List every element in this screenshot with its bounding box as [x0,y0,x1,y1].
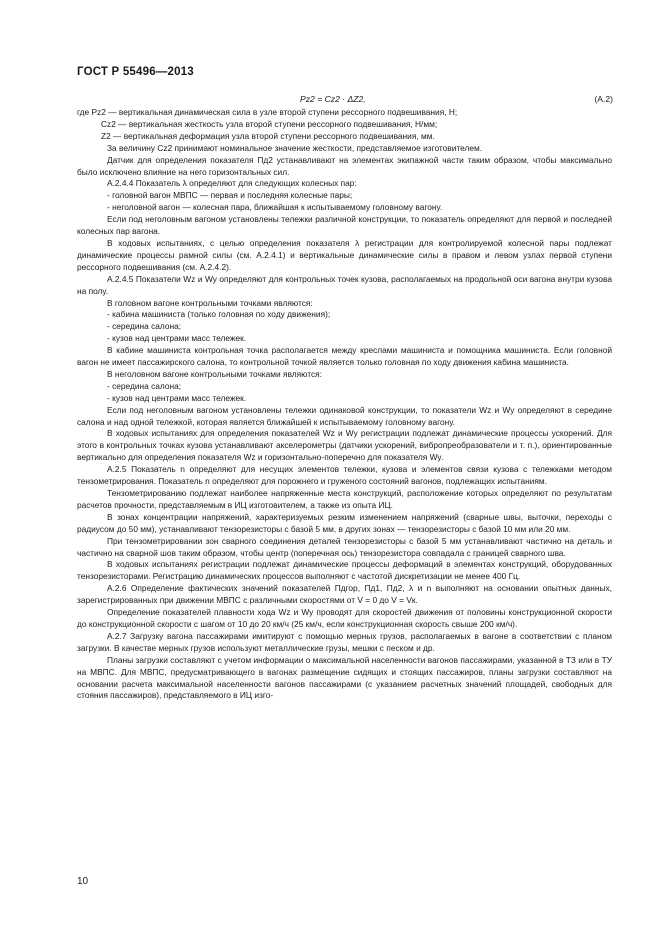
paragraph: Датчик для определения показателя Пд2 устанавливают на элементах экипажной части таким образом, чтобы максимально было исключено влияние на него горизонтальных сил. [77,154,612,177]
paragraph: За величину Cz2 принимают номинальное значение жесткости, представляемое изготовителем. [107,142,483,153]
paragraph: А.2.4.4 Показатель λ определяют для следующих колесных пар: [107,178,357,189]
formula: Pz2 = Cz2 · ΔZ2, [300,94,366,104]
paragraph: - головной вагон МВПС — первая и последняя колесные пары; [107,190,353,201]
paragraph: Если под неголовным вагоном установлены тележки различной конструкции, то показатель определяют для первой и последней колесных пар вагона. [77,214,612,237]
paragraph: - неголовной вагон — колесная пара, ближайшая к испытываемому головному вагону. [107,202,443,213]
paragraph: Планы загрузки составляют с учетом информации о максимальной населенности вагонов пассажирами, указанной в ТЗ или в ТУ на МВПС. Для МВПС, предусматривающего в вагонах размещение сидящих и стоящих пассажиров, планы загрузки составляют на основании расчета максимальной населенности вагонов пассажирами (с указанием расчетных значений площадей, свободных для стояния пассажиров), представляемого в ИЦ изго- [77,654,612,701]
paragraph: В ходовых испытаниях для определения показателей Wz и Wy регистрации подлежат динамические процессы ускорений. Для этого в контрольных точках кузова устанавливают акселерометры (датчики ускорений, вибропреобразователи и т. п.), ориентированные вертикально для определения показателя Wz и горизонтально-поперечно для показателя Wy. [77,428,612,463]
paragraph: - кузов над центрами масс тележек. [107,333,247,344]
paragraph: Cz2 — вертикальная жесткость узла второй ступени рессорного подвешивания, Н/мм; [101,118,438,129]
paragraph: где Pz2 — вертикальная динамическая сила в узле второй ступени рессорного подвешивания, Н; [77,107,458,117]
paragraph: - середина салона; [107,380,182,391]
paragraph: - кузов над центрами масс тележек. [107,392,247,403]
paragraph: В ходовых испытаниях, с целью определения показателя λ регистрации для контролируемой колесной пары подлежат динамические процессы рамной силы (см. А.2.4.1) и вертикальные динамические силы в правом и левом узлах первой ступени рессорного подвешивания (см. А.2.4.2). [77,237,612,272]
paragraph: В неголовном вагоне контрольными точками являются: [107,368,322,379]
paragraph: В зонах концентрации напряжений, характеризуемых резким изменением напряжений (сварные швы, выточки, переходы с радиусом до 50 мм), устанавливают тензорезисторы с базой 5 мм, в других зонах — тензорезисторы с базой 10 мм или 20 мм. [77,511,612,534]
paragraph: В головном вагоне контрольными точками являются: [107,297,313,308]
page-number: 10 [77,876,89,887]
paragraph: А.2.5 Показатель n определяют для несущих элементов тележки, кузова и элементов связи кузова с тележками методом тензометрирования. Показатель n определяют для порожнего и груженого состояний вагонов, подлежащих испытаниям. [77,464,612,487]
paragraph: В ходовых испытаниях регистрации подлежат динамические процессы деформаций в элементах конструкций, оборудованных тензорезисторами. Регистрацию динамических процессов выполняют с частотой дискретизации не менее 400 Гц. [77,559,612,582]
paragraph: Если под неголовным вагоном установлены тележки одинаковой конструкции, то показатели Wz и Wy определяют в середине салона и над одной тележкой, которая является ближайшей к испытываемому головному вагону. [77,404,612,427]
formula-number: (А.2) [594,94,613,104]
paragraph: Тензометрированию подлежат наиболее напряженные места конструкций, расположение которых определяют по результатам расчетов прочности, представляемым в ИЦ изготовителем, а также из опыта ИЦ. [77,488,612,510]
paragraph: А.2.7 Загрузку вагона пассажирами имитируют с помощью мерных грузов, располагаемых в вагоне в соответствии с планом загрузки. В качестве мерных грузов используют металлические грузы, мешки с песком и др. [77,630,612,653]
paragraph: При тензометрировании зон сварного соединения деталей тензорезисторы с базой 5 мм устанавливают частично на деталь и частично на сварной шов таким образом, чтобы центр (поперечная ось) тензорезистора совпадала с границей сварного шва. [77,535,612,558]
paragraph: Определение показателей плавности хода Wz и Wy проводят для скоростей движения от половины конструкционной скорости до конструкционной скорости с шагом от 10 до 20 км/ч (25 км/ч, если конструкционная скорость свыше 200 км/ч). [77,607,612,629]
paragraph: - середина салона; [107,321,182,332]
paragraph: Z2 — вертикальная деформация узла второй ступени рессорного подвешивания, мм. [101,130,435,141]
paragraph: А.2.6 Определение фактических значений показателей Пдгор, Пд1, Пд2, λ и n выполняют на основании опытных данных, зарегистрированных при движении МВПС с различными скоростями от V = 0 до V = Vк. [77,583,612,606]
paragraph: - кабина машиниста (только головная по ходу движения); [107,309,331,320]
document-body [77,107,612,702]
document-header: ГОСТ Р 55496—2013 [77,66,194,78]
paragraph: В кабине машиниста контрольная точка располагается между креслами машиниста и помощника машиниста. Если головной вагон не имеет пассажирского салона, то контрольной точкой является только головная по ходу движения кабина машиниста. [77,345,612,368]
paragraph: А.2.4.5 Показатели Wz и Wy определяют для контрольных точек кузова, располагаемых на продольной оси вагона внутри кузова на полу. [77,273,612,296]
